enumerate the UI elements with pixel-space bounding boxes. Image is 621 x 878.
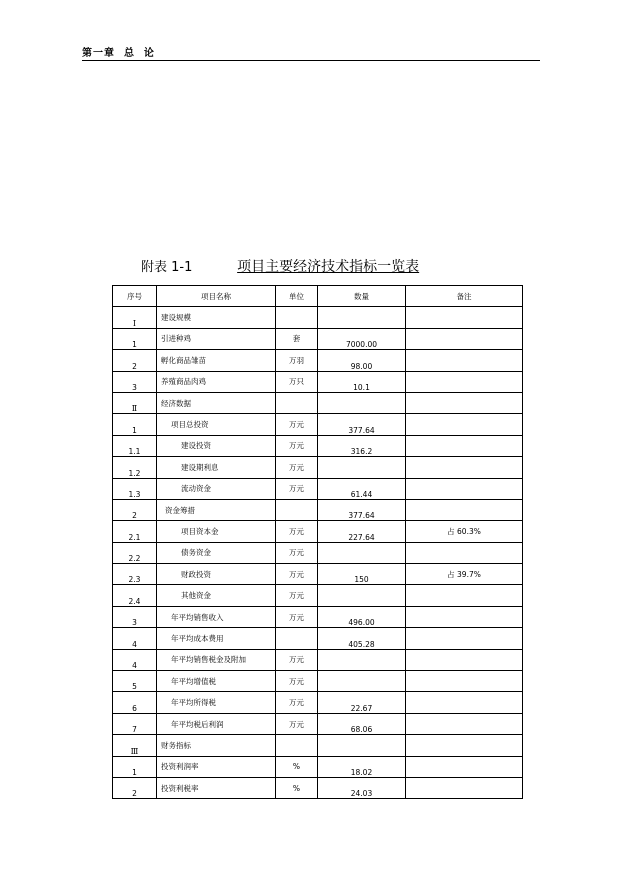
table-row — [113, 777, 523, 798]
row-number: 3 — [113, 371, 157, 392]
row-unit: 万元 — [276, 521, 318, 542]
row-note — [406, 328, 523, 349]
row-note — [406, 457, 523, 478]
row-quantity: 377.64 — [318, 414, 406, 435]
row-number: 1.3 — [113, 478, 157, 499]
row-item-name: 引进种鸡 — [157, 328, 276, 349]
row-item-name: 经济数据 — [157, 392, 276, 413]
row-note — [406, 585, 523, 606]
row-quantity: 18.02 — [318, 756, 406, 777]
row-note — [406, 649, 523, 670]
col-header-unit: 单位 — [276, 286, 318, 307]
table-row — [113, 606, 523, 627]
row-item-name: 项目资本金 — [157, 521, 276, 542]
row-unit: % — [276, 756, 318, 777]
row-item-name: 年平均销售收入 — [157, 606, 276, 627]
table-row — [113, 350, 523, 371]
row-unit: 万元 — [276, 414, 318, 435]
col-header-name: 项目名称 — [157, 286, 276, 307]
table-row — [113, 585, 523, 606]
row-unit: 万元 — [276, 649, 318, 670]
row-item-name: 债务资金 — [157, 542, 276, 563]
row-item-name: 投资利税率 — [157, 777, 276, 798]
row-note — [406, 777, 523, 798]
row-note — [406, 542, 523, 563]
row-number: 4 — [113, 628, 157, 649]
row-quantity — [318, 585, 406, 606]
row-number: 2.4 — [113, 585, 157, 606]
table-row — [113, 478, 523, 499]
table-row — [113, 392, 523, 413]
row-quantity — [318, 735, 406, 756]
row-quantity — [318, 542, 406, 563]
row-item-name: 项目总投资 — [157, 414, 276, 435]
row-quantity — [318, 649, 406, 670]
row-unit: 万元 — [276, 478, 318, 499]
row-note — [406, 671, 523, 692]
row-quantity — [318, 457, 406, 478]
row-number: 2.1 — [113, 521, 157, 542]
table-row — [113, 713, 523, 734]
row-quantity: 98.00 — [318, 350, 406, 371]
row-note — [406, 713, 523, 734]
row-quantity: 68.06 — [318, 713, 406, 734]
row-note — [406, 435, 523, 456]
row-item-name: 财政投资 — [157, 564, 276, 585]
row-item-name: 建设规模 — [157, 307, 276, 328]
table-row — [113, 564, 523, 585]
table-title: 项目主要经济技术指标一览表 — [237, 259, 420, 275]
table-number: 附表 1-1 — [141, 260, 193, 275]
row-unit: 万元 — [276, 692, 318, 713]
table-row — [113, 457, 523, 478]
row-note — [406, 350, 523, 371]
row-number: Ⅰ — [113, 307, 157, 328]
row-unit: 万只 — [276, 371, 318, 392]
row-item-name: 年平均税后利润 — [157, 713, 276, 734]
table-row — [113, 499, 523, 520]
row-unit — [276, 735, 318, 756]
row-number: 5 — [113, 671, 157, 692]
row-quantity — [318, 307, 406, 328]
row-unit: 万元 — [276, 671, 318, 692]
table-row — [113, 542, 523, 563]
table-row — [113, 692, 523, 713]
table-caption — [141, 256, 419, 276]
row-quantity: 24.03 — [318, 777, 406, 798]
row-number: 2 — [113, 499, 157, 520]
row-note — [406, 414, 523, 435]
row-note — [406, 735, 523, 756]
row-note — [406, 499, 523, 520]
row-unit — [276, 392, 318, 413]
row-unit: 万元 — [276, 457, 318, 478]
row-number: 7 — [113, 713, 157, 734]
table-row — [113, 756, 523, 777]
row-quantity: 405.28 — [318, 628, 406, 649]
row-unit: 万元 — [276, 564, 318, 585]
row-item-name: 财务指标 — [157, 735, 276, 756]
table-row — [113, 328, 523, 349]
row-number: 1.1 — [113, 435, 157, 456]
row-note — [406, 606, 523, 627]
row-number: 2.2 — [113, 542, 157, 563]
row-number: 3 — [113, 606, 157, 627]
row-number: 2 — [113, 777, 157, 798]
row-quantity: 316.2 — [318, 435, 406, 456]
row-unit — [276, 499, 318, 520]
row-quantity: 150 — [318, 564, 406, 585]
row-note — [406, 307, 523, 328]
indicator-table — [112, 285, 523, 799]
row-number: 1 — [113, 756, 157, 777]
row-quantity: 10.1 — [318, 371, 406, 392]
table-row — [113, 628, 523, 649]
col-header-no: 序号 — [113, 286, 157, 307]
row-quantity: 7000.00 — [318, 328, 406, 349]
row-item-name: 流动资金 — [157, 478, 276, 499]
table-row — [113, 671, 523, 692]
row-note — [406, 371, 523, 392]
row-quantity — [318, 392, 406, 413]
row-number: 1 — [113, 414, 157, 435]
row-note — [406, 392, 523, 413]
row-number: 2.3 — [113, 564, 157, 585]
row-number: 4 — [113, 649, 157, 670]
row-note — [406, 692, 523, 713]
row-item-name: 孵化商品雏苗 — [157, 350, 276, 371]
row-quantity: 22.67 — [318, 692, 406, 713]
row-quantity — [318, 671, 406, 692]
row-unit: 万羽 — [276, 350, 318, 371]
table-body — [113, 307, 523, 799]
table-row — [113, 649, 523, 670]
row-number: 2 — [113, 350, 157, 371]
row-quantity: 61.44 — [318, 478, 406, 499]
col-header-note: 备注 — [406, 286, 523, 307]
row-unit: 万元 — [276, 606, 318, 627]
row-unit: % — [276, 777, 318, 798]
row-unit: 万元 — [276, 585, 318, 606]
table-row — [113, 435, 523, 456]
table-row — [113, 371, 523, 392]
row-quantity: 377.64 — [318, 499, 406, 520]
table-row — [113, 307, 523, 328]
row-number: 1.2 — [113, 457, 157, 478]
chapter-header: 第一章 总 论 — [82, 44, 540, 61]
row-item-name: 其他资金 — [157, 585, 276, 606]
row-note — [406, 628, 523, 649]
row-item-name: 资金筹措 — [157, 499, 276, 520]
row-note: 占 60.3% — [406, 521, 523, 542]
row-number: 6 — [113, 692, 157, 713]
row-note: 占 39.7% — [406, 564, 523, 585]
row-item-name: 建设期利息 — [157, 457, 276, 478]
row-unit: 万元 — [276, 713, 318, 734]
row-item-name: 年平均增值税 — [157, 671, 276, 692]
row-unit: 万元 — [276, 542, 318, 563]
table-header-row — [113, 286, 523, 307]
row-unit — [276, 628, 318, 649]
row-quantity: 496.00 — [318, 606, 406, 627]
row-unit: 套 — [276, 328, 318, 349]
row-note — [406, 756, 523, 777]
table-row — [113, 521, 523, 542]
row-quantity: 227.64 — [318, 521, 406, 542]
row-item-name: 年平均所得税 — [157, 692, 276, 713]
row-note — [406, 478, 523, 499]
table-row — [113, 735, 523, 756]
col-header-qty: 数量 — [318, 286, 406, 307]
row-item-name: 年平均成本费用 — [157, 628, 276, 649]
row-item-name: 投资利润率 — [157, 756, 276, 777]
row-number: 1 — [113, 328, 157, 349]
row-item-name: 养殖商品肉鸡 — [157, 371, 276, 392]
row-item-name: 年平均销售税金及附加 — [157, 649, 276, 670]
row-unit: 万元 — [276, 435, 318, 456]
row-unit — [276, 307, 318, 328]
row-number: Ⅲ — [113, 735, 157, 756]
table-row — [113, 414, 523, 435]
row-number: Ⅱ — [113, 392, 157, 413]
row-item-name: 建设投资 — [157, 435, 276, 456]
